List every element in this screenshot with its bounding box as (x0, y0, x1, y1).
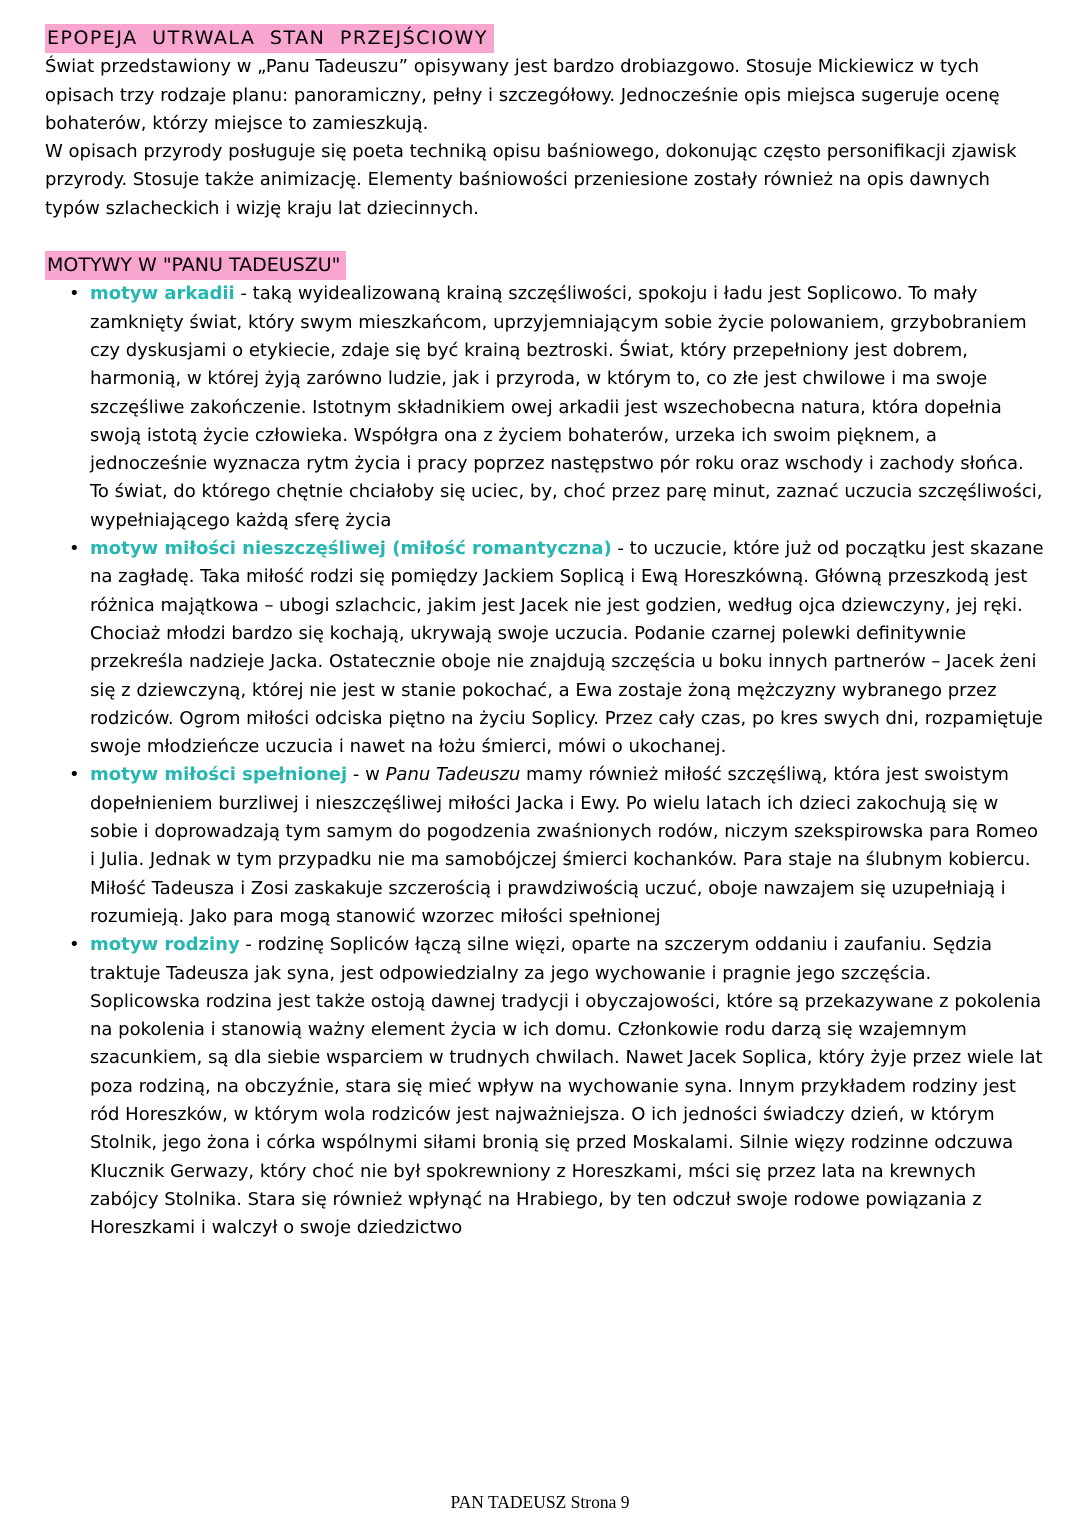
section-heading-motywy: MOTYWY W "PANU TADEUSZU" (45, 251, 346, 280)
motif-text: - to uczucie, które już od początku jest skazane na zagładę. Taka miłość rodzi się pomiędzy Jackiem Soplicą i Ewą Horeszkówną. Główną przeszkodą jest różnica majątkowa – ubogi szlachcic, jakim jest Jacek nie jest godzien, według ojca dziewczyny, jej ręki. Chociaż młodzi bardzo się kochają, ukrywają swoje uczucia. Podanie czarnej polewki definitywnie przekreśla nadzieje Jacka. Ostatecznie oboje nie znajdują szczęścia u boku innych partnerów – Jacek żeni się z dziewczyną, której nie jest w stanie pokochać, a Ewa zostaje żoną mężczyzny wybranego przez rodziców. Ogrom miłości odciska piętno na życiu Soplicy. Przez cały czas, po kres swych dni, rozpamiętuje swoje młodzieńcze uczucia i nawet na łożu śmierci, mówi o ukochanej. (90, 538, 1044, 758)
bullet-marker-icon: • (69, 538, 80, 560)
bullet-marker-icon: • (69, 764, 80, 786)
paragraph: W opisach przyrody posługuje się poeta techniką opisu baśniowego, dokonując często personifikacji zjawisk przyrody. Stosuje także animizację. Elementy baśniowości przeniesione zostały również na opis dawnych typów szlacheckich i wizję kraju lat dziecinnych. (45, 141, 1017, 219)
motif-text-italic: Panu Tadeuszu (385, 764, 521, 786)
bullet-marker-icon: • (69, 283, 80, 305)
page-footer: PAN TADEUSZ Strona 9 (450, 1491, 630, 1512)
section-gap (45, 223, 1044, 251)
motif-text: - taką wyidealizowaną krainą szczęśliwości, spokoju i ładu jest Soplicowo. To mały zamknięty świat, który swym mieszkańcom, uprzyjemniającym sobie życie polowaniem, grzybobraniem czy dyskusjami o etykiecie, zdaje się być krainą beztroski. Świat, który przepełniony jest dobrem, harmonią, w której żyją zarówno ludzie, jak i przyroda, w którym to, co złe jest chwilowe i ma swoje szczęśliwe zakończenie. Istotnym składnikiem owej arkadii jest wszechobecna natura, która dopełnia swoją istotą życie człowieka. Współgra ona z życiem bohaterów, urzeka ich swoim pięknem, a jednocześnie wyznacza rytm życia i pracy poprzez następstwo pór roku oraz wschody i zachody słońca. To świat, do którego chętnie chciałoby się uciec, by, choć przez parę minut, zaznać uczucia szczęśliwości, wypełniającego każdą sferę życia (90, 283, 1043, 531)
paragraph: Świat przedstawiony w „Panu Tadeuszu” opisywany jest bardzo drobiazgowo. Stosuje Mickiewicz w tych opisach trzy rodzaje planu: panoramiczny, pełny i szczegółowy. Jednocześnie opis miejsca sugeruje ocenę bohaterów, którzy miejsce to zamieszkują. (45, 56, 1000, 134)
list-item (45, 761, 1044, 931)
motif-lead: motyw rodziny (90, 934, 240, 956)
section-heading-epopeja: EPOPEJA UTRWALA STAN PRZEJŚCIOWY (45, 24, 494, 53)
motif-lead: motyw miłości spełnionej (90, 764, 348, 786)
list-item (45, 280, 1044, 535)
list-item (45, 535, 1044, 761)
motif-lead: motyw arkadii (90, 283, 235, 305)
epopeja-paragraphs (45, 53, 1044, 223)
list-item (45, 931, 1044, 1242)
motif-text: - w (347, 764, 386, 786)
bullet-marker-icon: • (69, 934, 80, 956)
motifs-list (45, 280, 1044, 1242)
motif-text: - rodzinę Sopliców łączą silne więzi, oparte na szczerym oddaniu i zaufaniu. Sędzia traktuje Tadeusza jak syna, jest odpowiedzialny za jego wychowanie i pragnie jego szczęścia. Soplicowska rodzina jest także ostoją dawnej tradycji i obyczajowości, które są przekazywane z pokolenia na pokolenia i stanowią ważny element życia w ich domu. Członkowie rodu darzą się wzajemnym szacunkiem, są dla siebie wsparciem w trudnych chwilach. Nawet Jacek Soplica, który żyje przez wiele lat poza rodziną, na obczyźnie, stara się mieć wpływ na wychowanie syna. Innym przykładem rodziny jest ród Horeszków, w którym wola rodziców jest najważniejsza. O ich jedności świadczy dzień, w którym Stolnik, jego żona i córka wspólnymi siłami bronią się przed Moskalami. Silnie więzy rodzinne odczuwa Klucznik Gerwazy, który choć nie był spokrewniony z Horeszkami, mści się przez lata na krewnych zabójcy Stolnika. Stara się również wpłynąć na Hrabiego, by ten odczuł swoje rodowe powiązania z Horeszkami i walczył o swoje dziedzictwo (90, 934, 1043, 1239)
motif-text: mamy również miłość szczęśliwą, która jest swoistym dopełnieniem burzliwej i nieszczęśliwej miłości Jacka i Ewy. Po wielu latach ich dzieci zakochują się w sobie i doprowadzają tym samym do pogodzenia zwaśnionych rodów, niczym szekspirowska para Romeo i Julia. Jednak w tym przypadku nie ma samobójczej śmierci kochanków. Para staje na ślubnym kobiercu. Miłość Tadeusza i Zosi zaskakuje szczerością i prawdziwością uczuć, oboje nawzajem się uzupełniają i rozumieją. Jako para mogą stanowić wzorzec miłości spełnionej (90, 764, 1039, 927)
motif-lead: motyw miłości nieszczęśliwej (miłość romantyczna) (90, 538, 612, 560)
